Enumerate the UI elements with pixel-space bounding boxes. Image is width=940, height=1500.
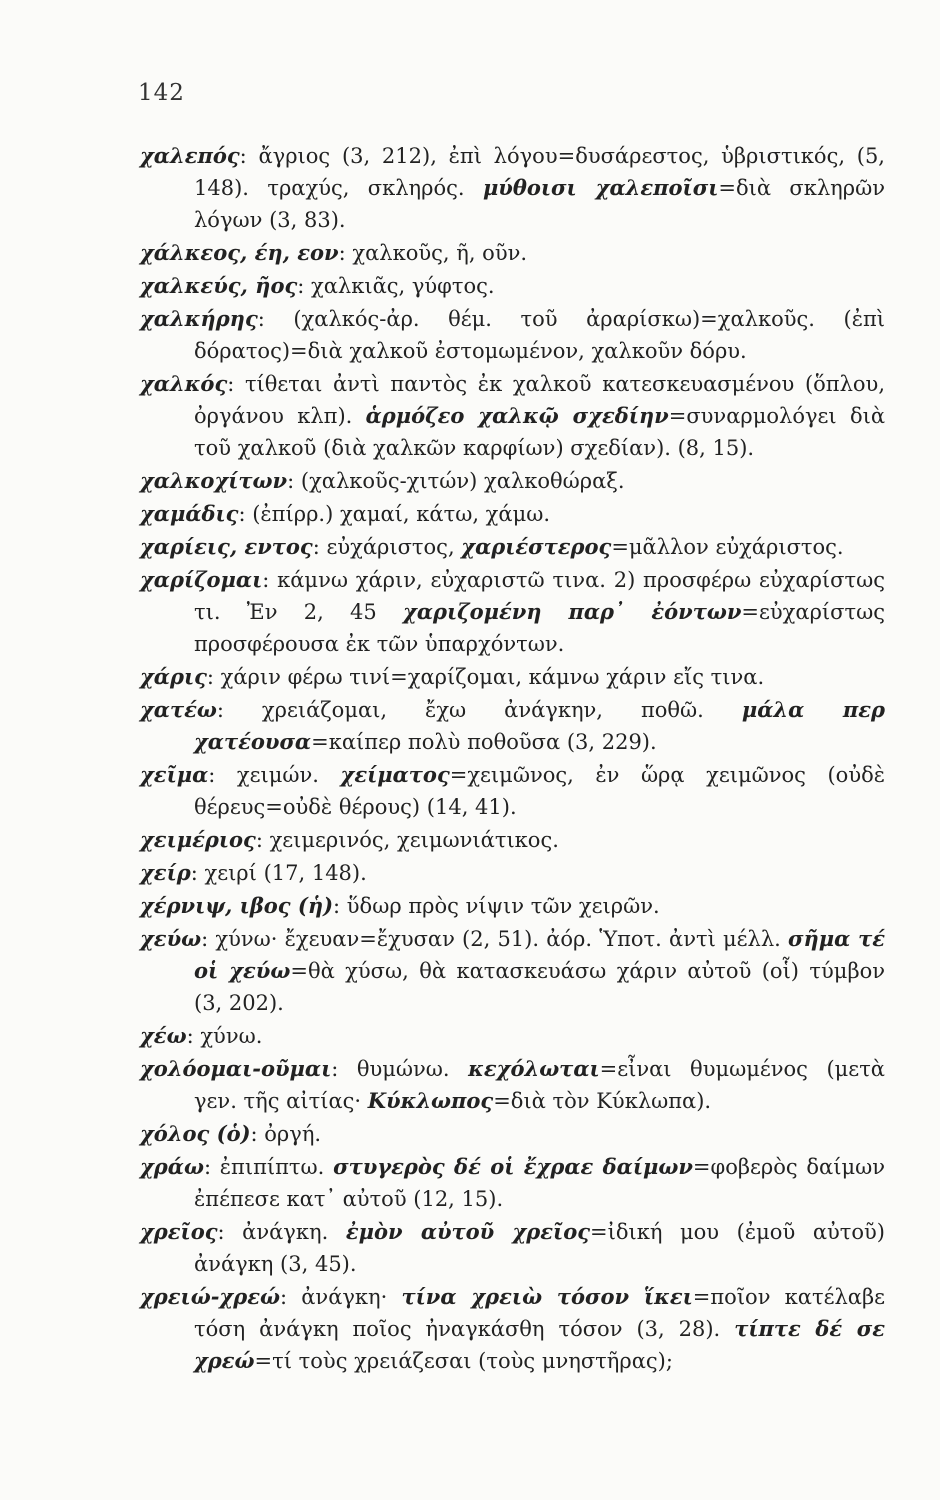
entry-quotation: χαριέστερος	[461, 534, 612, 559]
entry-definition: =συναρμολόγει διὰ τοῦ χαλκοῦ (διὰ χαλκῶν καρφίων) σχεδίαν). (8, 15).	[194, 404, 885, 460]
dictionary-entry	[140, 498, 885, 530]
entry-definition: =φοβερὸς δαίμων ἐπέπεσε κατ᾽ αὐτοῦ (12, 15).	[194, 1155, 885, 1211]
entry-headword: χαρίεις, εντος	[140, 534, 313, 559]
entry-definition: : χρειάζομαι, ἔχω ἀνάγκην, ποθῶ.	[216, 698, 742, 722]
entry-headword: χρεῖος	[140, 1219, 218, 1244]
dictionary-entry	[140, 1281, 885, 1377]
entry-headword: χολόομαι-οῦμαι	[140, 1056, 332, 1081]
entry-definition: : χειμών.	[208, 763, 341, 787]
entry-definition: : ὀργή.	[250, 1122, 322, 1146]
entry-definition: : ἀνάγκη·	[279, 1285, 402, 1309]
entry-headword: χαλκήρης	[140, 306, 258, 331]
entry-definition: : χαλκοῦς, ῆ, οῦν.	[338, 241, 528, 265]
entry-headword: χαλκοχίτων	[140, 468, 288, 493]
entry-quotation: σῆμα τέ οἱ χεύω	[194, 926, 885, 983]
entry-headword: χατέω	[140, 697, 217, 722]
dictionary-entry	[140, 923, 885, 1019]
entry-definition: : θυμώνω.	[331, 1057, 469, 1081]
dictionary-entry	[140, 1020, 885, 1052]
dictionary-entry	[140, 303, 885, 367]
dictionary-entry	[140, 759, 885, 823]
entry-headword: χαλκός	[140, 371, 228, 396]
entry-headword: χέω	[140, 1023, 187, 1048]
entry-definition: : κάμνω χάριν, εὐχαριστῶ τινα. 2) προσφέρω εὐχαρίστως τι. Ἐν 2, 45	[194, 568, 885, 624]
entry-definition: =καίπερ πολὺ ποθοῦσα (3, 229).	[311, 730, 657, 754]
entry-headword: χάρις	[140, 664, 207, 689]
entry-definition: : τίθεται ἀντὶ παντὸς ἐκ χαλκοῦ κατεσκευασμένου (ὅπλου, ὀργάνου κλπ).	[194, 372, 885, 428]
dictionary-entry	[140, 270, 885, 302]
dictionary-entry	[140, 1151, 885, 1215]
dictionary-entry	[140, 531, 885, 563]
entry-headword: χεύω	[140, 926, 202, 951]
entry-definition: =χειμῶνος, ἐν ὥρᾳ χειμῶνος (οὐδὲ θέρευς=οὐδὲ θέρους) (14, 41).	[194, 763, 885, 819]
entry-definition: =ἰδική μου (ἐμοῦ αὐτοῦ) ἀνάγκη (3, 45).	[194, 1220, 885, 1276]
entry-definition: : ἀνάγκη.	[217, 1220, 346, 1244]
entry-definition: : (χαλκοῦς-χιτών) χαλκοθώραξ.	[287, 469, 625, 493]
entry-headword: χρειώ-χρεώ	[140, 1284, 280, 1309]
dictionary-entry	[140, 824, 885, 856]
dictionary-entry	[140, 140, 885, 236]
entries-list	[140, 140, 885, 1378]
entry-headword: χεῖμα	[140, 762, 209, 787]
entry-headword: χαρίζομαι	[140, 567, 263, 592]
entry-headword: χέρνιψ, ιβος (ἡ)	[140, 893, 334, 918]
dictionary-entry	[140, 564, 885, 660]
entry-headword: χράω	[140, 1154, 204, 1179]
entry-headword: χαλεπός	[140, 143, 240, 168]
entry-definition: : χάριν φέρω τινί=χαρίζομαι, κάμνω χάριν εἴς τινα.	[206, 665, 765, 689]
entry-definition: : χύνω.	[186, 1024, 263, 1048]
dictionary-entry	[140, 1216, 885, 1280]
entry-definition: =διὰ σκληρῶν λόγων (3, 83).	[194, 176, 885, 232]
entry-quotation: τίπτε δέ σε χρεώ	[194, 1316, 885, 1373]
entry-definition: : (ἐπίρρ.) χαμαί, κάτω, χάμω.	[238, 502, 551, 526]
entry-definition: =τί τοὺς χρειάζεσαι (τοὺς μνηστῆρας);	[254, 1349, 673, 1373]
entry-quotation: χαριζομένη παρ᾽ ἐόντων	[403, 599, 742, 624]
dictionary-entry	[140, 1053, 885, 1117]
entry-quotation: χείματος	[340, 762, 450, 787]
entry-quotation: ἁρμόζεο χαλκῷ σχεδίην	[365, 403, 669, 428]
page-number: 142	[138, 80, 185, 106]
entry-definition: : εὐχάριστος,	[312, 535, 462, 559]
entry-definition: : χύνω· ἔχευαν=ἔχυσαν (2, 51). ἀόρ. Ὑποτ. ἀντὶ μέλλ.	[201, 927, 788, 951]
dictionary-entry	[140, 661, 885, 693]
entry-definition: : ἐπιπίπτω.	[203, 1155, 334, 1179]
entry-quotation: μύθοισι χαλεποῖσι	[482, 175, 719, 200]
entry-definition: : χειρί (17, 148).	[190, 861, 367, 885]
entry-quotation: τίνα χρειὼ τόσον ἵκει	[401, 1284, 693, 1309]
dictionary-entry	[140, 465, 885, 497]
entry-definition: =μᾶλλον εὐχάριστος.	[611, 535, 844, 559]
entry-headword: χαλκεύς, ῆος	[140, 273, 298, 298]
entry-quotation: μάλα περ χατέουσα	[194, 697, 885, 754]
entry-quotation: ἐμὸν αὐτοῦ χρεῖος	[345, 1219, 590, 1244]
dictionary-entry	[140, 890, 885, 922]
entry-headword: χόλος (ὁ)	[140, 1121, 251, 1146]
dictionary-entry	[140, 857, 885, 889]
dictionary-entry	[140, 368, 885, 464]
entry-headword: χειμέριος	[140, 827, 256, 852]
entry-definition: =εἶναι θυμωμένος (μετὰ γεν. τῆς αἰτίας·	[194, 1057, 885, 1113]
entry-definition: : (χαλκός-ἀρ. θέμ. τοῦ ἀραρίσκω)=χαλκοῦς. (ἐπὶ δόρατος)=διὰ χαλκοῦ ἐστομωμένον, χαλκοῦν δόρυ.	[194, 307, 885, 363]
entry-definition: =θὰ χύσω, θὰ κατασκευάσω χάριν αὐτοῦ (οἷ) τύμβον (3, 202).	[194, 959, 885, 1015]
entry-headword: χείρ	[140, 860, 191, 885]
entry-definition: : ὕδωρ πρὸς νίψιν τῶν χειρῶν.	[333, 894, 660, 918]
entry-definition: =εὐχαρίστως προσφέρουσα ἐκ τῶν ὑπαρχόντων.	[194, 600, 885, 656]
entry-headword: χάλκεος, έη, εον	[140, 240, 339, 265]
entry-headword: χαμάδις	[140, 501, 239, 526]
dictionary-entry	[140, 694, 885, 758]
dictionary-entry	[140, 1118, 885, 1150]
entry-quotation: στυγερὸς δέ οἱ ἔχραε δαίμων	[333, 1154, 693, 1179]
entry-quotation: Κύκλωπος	[367, 1088, 494, 1113]
entry-definition: =διὰ τὸν Κύκλωπα).	[493, 1089, 712, 1113]
dictionary-entry	[140, 237, 885, 269]
entry-definition: : χαλκιᾶς, γύφτος.	[297, 274, 495, 298]
entry-definition: : χειμερινός, χειμωνιάτικος.	[255, 828, 559, 852]
entry-definition: : ἄγριος (3, 212), ἐπὶ λόγου=δυσάρεστος, ὑβριστικός, (5, 148). τραχύς, σκληρός.	[194, 144, 885, 200]
entry-quotation: κεχόλωται	[468, 1056, 600, 1081]
entry-definition: =ποῖον κατέλαβε τόση ἀνάγκη ποῖος ἠναγκάσθη τόσον (3, 28).	[194, 1285, 885, 1341]
